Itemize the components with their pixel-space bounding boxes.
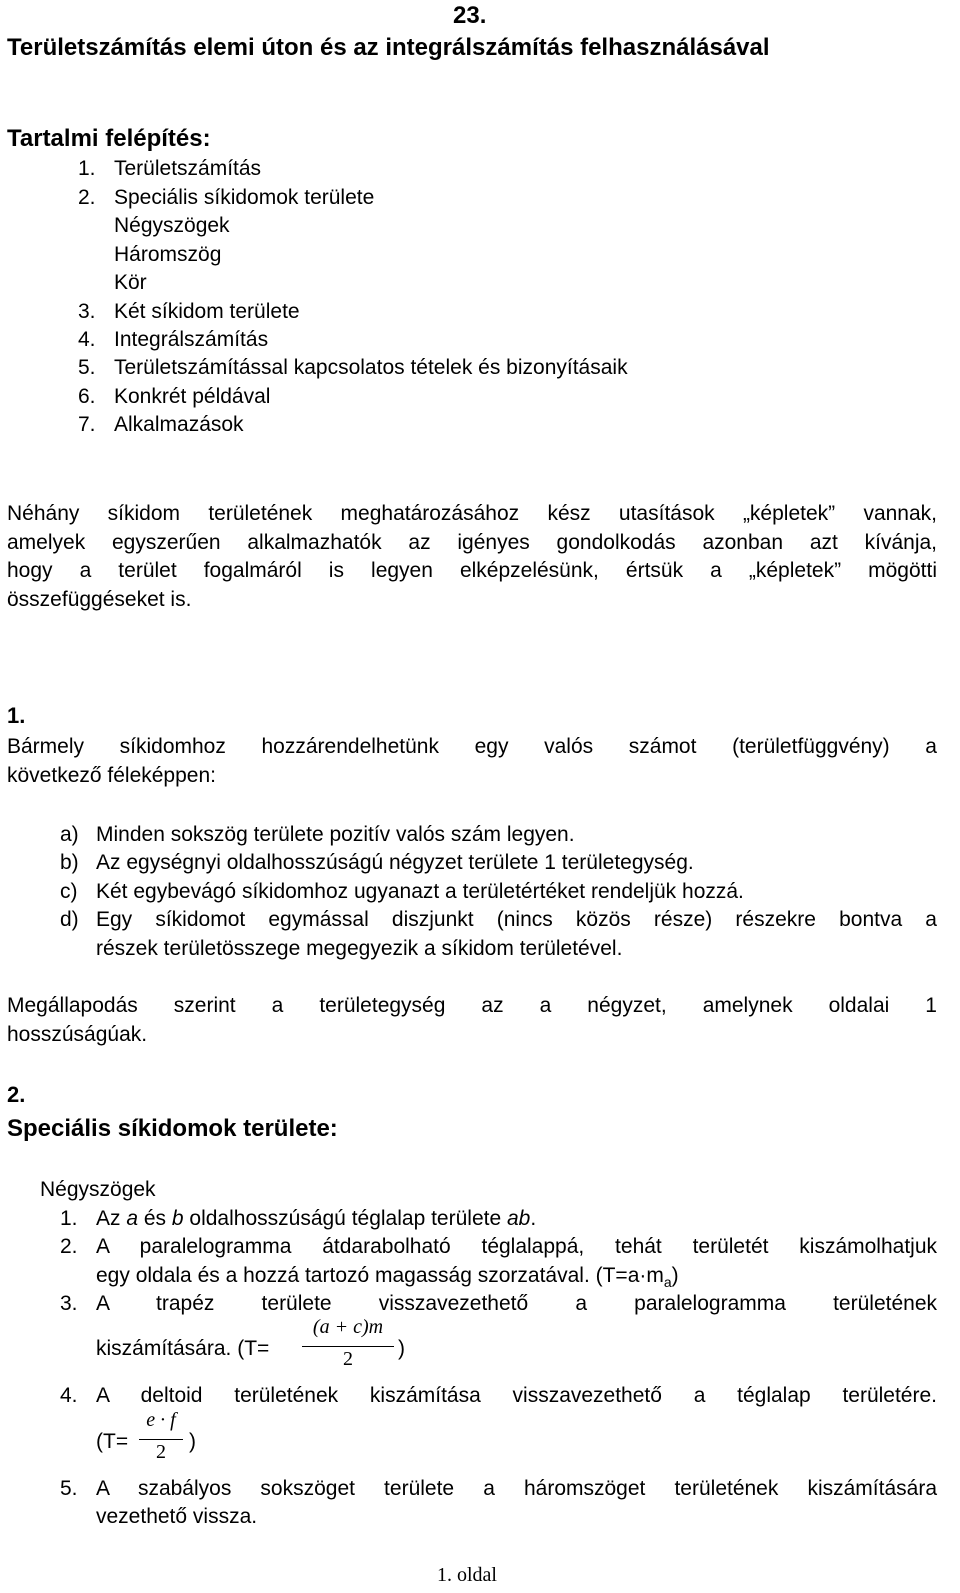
toc-item: 1. Területszámítás (78, 157, 262, 180)
intro-line: amelyek egyszerűen alkalmazhatók az igényes gondolkodás azonban azt kívánja, (7, 531, 937, 554)
axiom-letter: c) (60, 880, 78, 903)
page-footer: 1. oldal (437, 1564, 497, 1586)
list-number: 4. (60, 1384, 78, 1407)
section1-line: Bármely síkidomhoz hozzárendelhetünk egy valós számot (területfüggvény) a (7, 735, 937, 758)
toc-item: 6. Konkrét példával (78, 385, 271, 408)
toc-item: 3. Két síkidom területe (78, 300, 300, 323)
section-number: 2. (7, 1082, 26, 1107)
fraction-numerator: e · f (146, 1409, 176, 1431)
axiom-letter: b) (60, 851, 79, 874)
section-number: 1. (7, 703, 26, 728)
axiom-text: Egy síkidomot egymással diszjunkt (nincs közös része) részekre bontva a (96, 908, 937, 931)
fraction-numerator: (a + c)m (312, 1316, 384, 1338)
list-text: vezethető vissza. (96, 1505, 258, 1528)
toc-heading: Tartalmi felépítés: (7, 125, 211, 152)
topic-number: 23. (453, 2, 487, 29)
list-text: A trapéz területe visszavezethető a paralelogramma területének (96, 1292, 937, 1315)
fraction-bar (139, 1439, 183, 1440)
trapezoid-formula (300, 1316, 396, 1372)
fraction-denominator: 2 (156, 1441, 166, 1463)
list-text: A paralelogramma átdarabolható téglalappá, tehát területét kiszámolhatjuk (96, 1235, 937, 1258)
deltoid-formula (136, 1409, 186, 1465)
list-text: egy oldala és a hozzá tartozó magasság szorzatával. $(T=a\cdot m_a)$ (96, 1264, 679, 1291)
axiom-text: Két egybevágó síkidomhoz ugyanazt a területértéket rendeljük hozzá. (96, 880, 744, 903)
section-title: Speciális síkidomok területe: (7, 1115, 338, 1142)
list-number: 2. (60, 1235, 78, 1258)
toc-subitem: Kör (114, 271, 147, 294)
list-number: 1. (60, 1207, 78, 1230)
list-text: ) (189, 1430, 196, 1453)
axiom-text: részek területösszege megegyezik a síkidom területével. (96, 937, 623, 960)
list-number: 3. (60, 1292, 78, 1315)
list-text: (T= (96, 1430, 129, 1453)
list-number: 5. (60, 1477, 78, 1500)
intro-line: Néhány síkidom területének meghatározásához kész utasítások „képletek” vannak, (7, 502, 937, 525)
page-title: Területszámítás elemi úton és az integrálszámítás felhasználásával (7, 34, 770, 61)
list-text: A deltoid területének kiszámítása visszavezethető a téglalap területére. (96, 1384, 937, 1407)
toc-subitem: Háromszög (114, 243, 222, 266)
axiom-text: Minden sokszög területe pozitív valós szám legyen. (96, 823, 575, 846)
toc-item: 5. Területszámítással kapcsolatos tételek és bizonyításaik (78, 356, 628, 379)
fraction-denominator: 2 (343, 1348, 353, 1370)
intro-line: hogy a terület fogalmáról is legyen elképzelésünk, értsük a „képletek” mögötti (7, 559, 937, 582)
toc-item: 4. Integrálszámítás (78, 328, 269, 351)
list-text: A szabályos sokszöget területe a háromszöget területének kiszámítására (96, 1477, 937, 1500)
intro-line: összefüggéseket is. (7, 588, 192, 611)
subheading: Négyszögek (40, 1178, 156, 1201)
axiom-letter: a) (60, 823, 79, 846)
list-text: Az a és b oldalhosszúságú téglalap területe ab. (96, 1207, 537, 1230)
convention-line: Megállapodás szerint a területegység az a négyzet, amelynek oldalai 1 (7, 994, 937, 1017)
fraction-bar (302, 1346, 394, 1347)
convention-line: hosszúságúak. (7, 1023, 148, 1046)
list-text: ) (398, 1337, 405, 1360)
toc-item: 2. Speciális síkidomok területe (78, 186, 375, 209)
section1-line: következő féleképpen: (7, 764, 216, 787)
axiom-letter: d) (60, 908, 79, 931)
toc-subitem: Négyszögek (114, 214, 230, 237)
axiom-text: Az egységnyi oldalhosszúságú négyzet területe 1 területegység. (96, 851, 694, 874)
toc-item: 7. Alkalmazások (78, 413, 244, 436)
list-text: kiszámítására. (T= (96, 1337, 270, 1360)
